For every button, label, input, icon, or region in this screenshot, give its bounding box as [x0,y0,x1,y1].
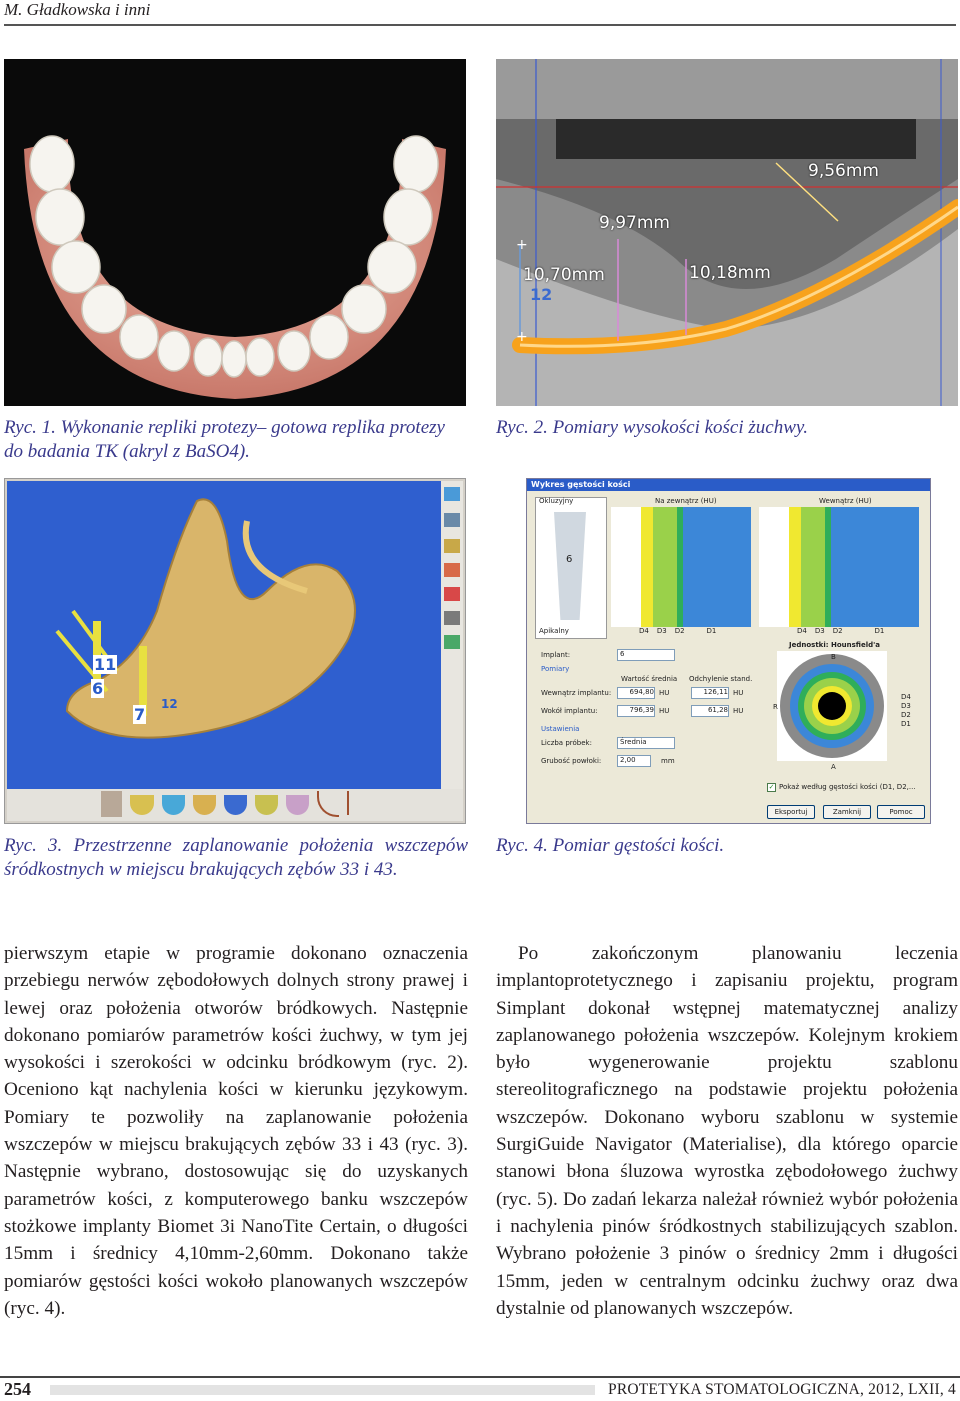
export-button[interactable]: Eksportuj [767,805,815,819]
curve-icon[interactable] [317,791,339,817]
implant-select[interactable]: 6 [617,649,675,661]
ring-letter-left: R [773,703,778,711]
col-sd-header: Odchylenie stand. [689,675,753,683]
measurement-10-18: 10,18mm [689,263,771,283]
band-d3 [653,507,677,627]
row-around-mean: 796,39 [617,705,655,717]
header-rule [4,24,956,26]
implant-profile-panel [535,497,607,639]
d2-label: D2 [674,627,685,635]
d3-label: D3 [814,627,825,635]
svg-text:+: + [516,329,528,345]
ring-d2-label: D2 [901,711,911,719]
jaw-icon[interactable] [286,795,309,815]
paint-icon[interactable] [444,587,460,601]
ring-letter-bottom: A [831,763,836,771]
jaw-icon[interactable] [130,795,153,815]
band-d1 [831,507,919,627]
ring-d3-label: D3 [901,702,911,710]
implant-field-label: Implant: [541,651,571,659]
figure-1-caption: Ryc. 1. Wykonanie repliki protezy– gotowa replika protezy do badania TK (akryl z BaSO4). [4,417,445,462]
figure-2-caption: Ryc. 2. Pomiary wysokości kości żuchwy. [496,417,809,438]
rotate-icon[interactable] [444,611,460,625]
jaw-icon[interactable] [162,795,185,815]
ring-d-labels [901,693,911,729]
row-around-sd-unit: HU [733,707,744,715]
figure-3-caption: Ryc. 3. Przestrzenne zaplanowanie położenia wszczepów śródkostnych w miejscu brakujących zębów 33 i 43. [4,835,468,880]
samples-label: Liczba próbek: [541,739,592,747]
jaw-icon[interactable] [255,795,278,815]
window-title: Wykres gęstości kości [531,480,631,489]
measurement-10-70: 10,70mm [523,265,605,285]
view-icon[interactable] [444,487,460,501]
figure-4-caption: Ryc. 4. Pomiar gęstości kości. [496,835,725,856]
settings-section: Ustawienia [541,725,580,733]
eye-icon[interactable] [444,513,460,527]
toolbar-bottom [7,789,463,821]
d1-label: D1 [706,627,717,635]
density-checkbox-label: Pokaż według gęstości kości (D1, D2,... [779,783,916,791]
figure-2-ct-measurement [496,59,958,406]
right-paragraph: Po zakończonym planowaniu leczenia implantoprotetycznego i zapisaniu projektu, program Simplant dokonał wstępnej matematycznej analizy zaplanowanego położenia wszczepów. Kolejnym krokiem było wygenerowanie projektu szablonu stereolitograficznego na podstawie projektu położenia wszczepów. Dokonano wyboru szablonu w systemie SurgiGuide Navigator (Materialise), dla którego oparcie stanowi błona śluzowa wyrostka zębodołowego żuchwy (ryc. 5). Do zadań lekarza należał również wybór położenia i nachylenia pinów śródkostnych stabilizujących szablon. Wybrano położenie 3 pinów o średnicy 2mm i długości 15mm, jeden w centralnym odcinku żuchwy oraz dwa dystalnie od planowanych wszczepów. [496,943,958,1319]
inside-label: Wewnątrz (HU) [819,497,872,505]
cube-icon[interactable] [444,635,460,649]
footer-rule [0,1376,960,1378]
figure-4-bone-density-window [526,478,931,824]
row-inside-sd: 126,11 [691,687,729,699]
implant-number: 6 [566,554,573,565]
marker-12: 12 [530,285,553,304]
close-button[interactable]: Zamknij [823,805,871,819]
implant-label-7: 7 [134,705,146,724]
denture-illustration [4,59,466,406]
footer-bar [50,1385,595,1395]
d-labels-inside [797,627,884,635]
col-mean-header: Wartość średnia [621,675,678,683]
row-inside-sd-unit: HU [733,689,744,697]
units-header: Jednostki: Hounsfield'a [789,641,880,649]
density-checkbox[interactable]: ✓ [768,783,775,791]
row-around-mean-unit: HU [659,707,670,715]
svg-text:+: + [516,237,528,253]
help-button[interactable]: Pomoc [877,805,925,819]
curve-icon[interactable] [347,791,369,815]
occlusal-label: Okluzyjny [539,497,574,505]
journal-footer: PROTETYKA STOMATOLOGICZNA, 2012, LXII, 4 [608,1381,956,1398]
window-title-bar [527,479,930,491]
ring-d4-label: D4 [901,693,911,701]
measurement-9-56: 9,56mm [808,161,879,181]
band-d4 [789,507,801,627]
toolbar-right [441,481,463,789]
implant-label-6: 6 [92,679,104,698]
thickness-input[interactable]: 2,00 [617,755,651,767]
outside-density-chart [611,507,751,627]
d4-label: D4 [797,627,807,635]
samples-select[interactable]: Średnia [617,737,675,749]
figure-1-denture-photo [4,59,466,406]
3d-render-icon[interactable] [444,563,460,577]
row-around-sd: 61,28 [691,705,729,717]
figure-3-implant-planning [4,478,466,824]
row-inside-label: Wewnątrz implantu: [541,689,612,697]
jaw-icon[interactable] [224,795,247,815]
implant-label-11: 11 [94,655,117,674]
thickness-unit: mm [661,757,675,765]
measurement-9-97: 9,97mm [599,213,670,233]
band-d1 [683,507,751,627]
d3-label: D3 [656,627,667,635]
left-paragraph: pierwszym etapie w programie dokonano oznaczenia przebiegu nerwów zębodołowych dolnych strony prawej i lewej oraz położenia otworów bródkowych. Następnie dokonano pomiarów parametrów kości żuchwy, w tym jej wysokości i szerokości w odcinku bródkowym (ryc. 2). Oceniono kąt nachylenia kości w kierunku językowym. Pomiary te pozwoliły na zaplanowanie położenia wszczepów w miejscu brakujących zębów 33 i 43 (ryc. 3). Następnie wybrano, dostosowując się do uzyskanych parametrów kości, z komputerowego banku wszczepów stożkowe implanty Biomet 3i NanoTite Certain, o długości 15mm i średnicy 4,10mm-2,60mm. Dokonano także pomiarów gęstości kości wokoło planowanych wszczepów (ryc. 4). [4,943,468,1319]
measurements-section: Pomiary [541,665,570,673]
3d-view-icon[interactable] [444,539,460,553]
row-inside-mean: 694,80 [617,687,655,699]
d-labels-outside [639,627,716,635]
page-number: 254 [4,1379,31,1399]
body-left-column [4,940,468,1322]
jaw-icon[interactable] [193,795,216,815]
implant-label-12: 12 [161,697,178,711]
body-right-column [496,940,958,1322]
mandible-model [7,481,441,789]
d2-label: D2 [832,627,843,635]
thickness-label: Grubość powłoki: [541,757,602,765]
band-d4 [641,507,653,627]
apical-label: Apikalny [539,627,569,635]
d4-label: D4 [639,627,649,635]
row-inside-mean-unit: HU [659,689,670,697]
running-header: M. Gładkowska i inni [4,0,151,19]
patient-thumbnail[interactable] [101,791,122,817]
density-ring-diagram [777,651,887,761]
row-around-label: Wokół implantu: [541,707,598,715]
d1-label: D1 [874,627,885,635]
outside-label: Na zewnątrz (HU) [655,497,717,505]
band-d3 [801,507,825,627]
ct-scan-illustration [496,59,958,406]
ring-letter-top: B [831,653,836,661]
implant-shape-icon [554,512,586,620]
inside-density-chart [759,507,919,627]
ring-d1-label: D1 [901,720,911,728]
